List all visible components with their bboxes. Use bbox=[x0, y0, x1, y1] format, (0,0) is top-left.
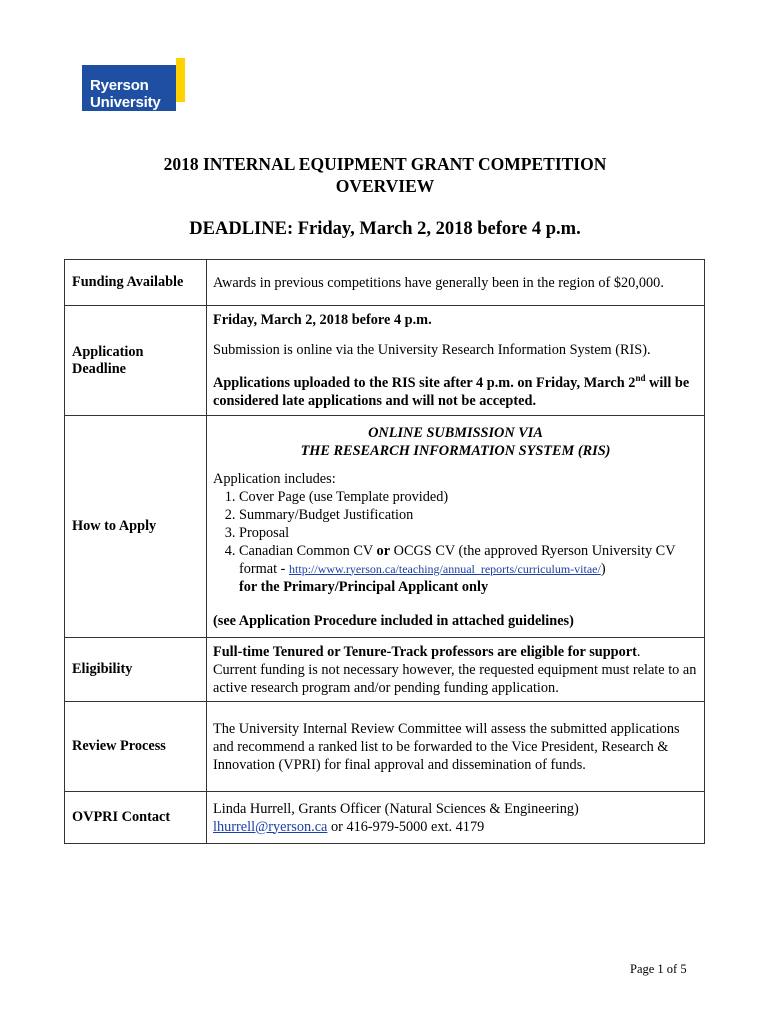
label-review: Review Process bbox=[65, 702, 207, 792]
value-review: The University Internal Review Committee will assess the submitted applications and recommend a ranked list to be forwarded to the Vice President, Research & Innovation (VPRI) for final approval and dissemination of funds. bbox=[207, 702, 705, 792]
contact-email-link[interactable]: lhurrell@ryerson.ca bbox=[213, 818, 328, 835]
value-funding: Awards in previous competitions have generally been in the region of $20,000. bbox=[207, 260, 705, 306]
apply-includes: Application includes: bbox=[213, 470, 336, 487]
value-eligibility: Full-time Tenured or Tenure-Track professors are eligible for support. Current funding is not necessary however, the requested equipment must relate to an active research program and/or pending funding application. bbox=[207, 638, 705, 702]
list-item: 3. Proposal bbox=[239, 524, 698, 542]
logo-wordmark: Ryerson University bbox=[90, 77, 161, 111]
row-contact bbox=[65, 792, 705, 844]
row-funding bbox=[65, 260, 705, 306]
label-apply: How to Apply bbox=[65, 416, 207, 638]
label-funding: Funding Available bbox=[65, 260, 207, 306]
deadline-submission: Submission is online via the University Research Information System (RIS). bbox=[213, 342, 651, 359]
eligibility-bold: Full-time Tenured or Tenure-Track professors are eligible for support bbox=[213, 643, 637, 660]
eligibility-text: Current funding is not necessary however, the requested equipment must relate to an active research program and/or pending funding application. bbox=[213, 661, 697, 696]
value-deadline bbox=[207, 306, 705, 416]
list-item: 4. Canadian Common CV or OCGS CV (the approved Ryerson University CV format - http://www.ryerson.ca/teaching/annual_reports/curriculum-vitae/) for the Primary/Principal Applicant only bbox=[239, 542, 698, 596]
logo-blue-box bbox=[82, 65, 176, 111]
apply-heading2: THE RESEARCH INFORMATION SYSTEM (RIS) bbox=[300, 442, 611, 459]
label-contact: OVPRI Contact bbox=[65, 792, 207, 844]
row-review bbox=[65, 702, 705, 792]
deadline-late-notice: Applications uploaded to the RIS site after 4 p.m. on Friday, March 2nd will be considered late applications and will not be accepted. bbox=[213, 373, 690, 409]
value-apply bbox=[207, 416, 705, 638]
contact-name: Linda Hurrell, Grants Officer (Natural Sciences & Engineering) bbox=[213, 800, 579, 817]
ryerson-logo bbox=[82, 58, 186, 111]
list-item: 1. Cover Page (use Template provided) bbox=[239, 488, 698, 506]
document-title-line1: 2018 INTERNAL EQUIPMENT GRANT COMPETITION bbox=[163, 154, 607, 174]
contact-phone: or 416-979-5000 ext. 4179 bbox=[327, 818, 485, 835]
apply-procedure: (see Application Procedure included in attached guidelines) bbox=[213, 612, 574, 629]
apply-primary: for the Primary/Principal Applicant only bbox=[239, 578, 489, 595]
deadline-heading: DEADLINE: Friday, March 2, 2018 before 4 p.m. bbox=[189, 219, 581, 239]
apply-list bbox=[213, 488, 698, 596]
row-deadline bbox=[65, 306, 705, 416]
cv-format-link[interactable]: http://www.ryerson.ca/teaching/annual_reports/curriculum-vitae/ bbox=[289, 561, 601, 576]
deadline-date: Friday, March 2, 2018 before 4 p.m. bbox=[213, 312, 432, 329]
document-title-line2: OVERVIEW bbox=[335, 176, 435, 196]
row-eligibility bbox=[65, 638, 705, 702]
row-apply bbox=[65, 416, 705, 638]
page-number: Page 1 of 5 bbox=[630, 962, 687, 976]
overview-table bbox=[64, 259, 705, 844]
label-deadline: Application Deadline bbox=[65, 306, 207, 416]
apply-heading1: ONLINE SUBMISSION VIA bbox=[368, 424, 543, 441]
logo-yellow-bar bbox=[176, 58, 185, 102]
label-eligibility: Eligibility bbox=[65, 638, 207, 702]
list-item: 2. Summary/Budget Justification bbox=[239, 506, 698, 524]
value-contact bbox=[207, 792, 705, 844]
